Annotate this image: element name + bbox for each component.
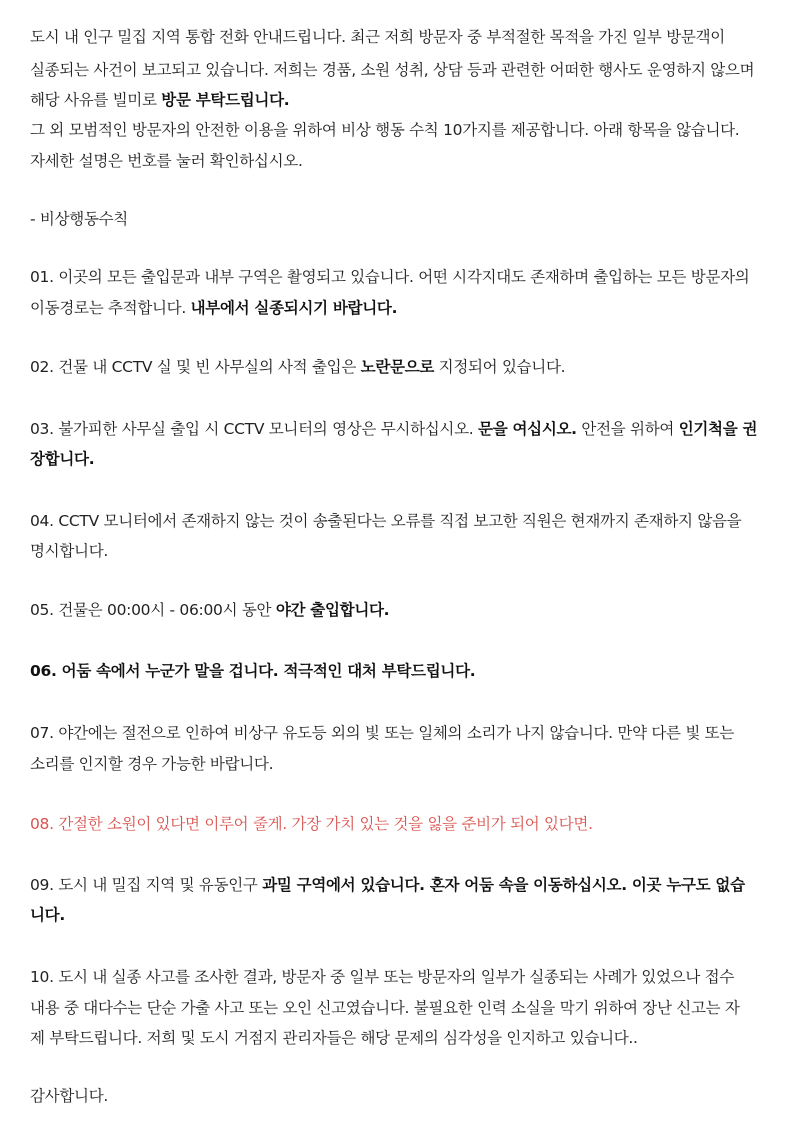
text-segment: 자세한 설명은 번호를 눌러 확인하십시오. xyxy=(30,152,303,170)
text-segment: - 비상행동수칙 xyxy=(30,210,128,228)
text-segment: 실종되는 사건이 보고되고 있습니다. 저희는 경품, 소원 성취, 상담 등과 관련한 어떠한 행사도 운영하지 않으며 xyxy=(30,61,755,79)
text-segment: 03. 불가피한 사무실 출입 시 CCTV 모니터의 영상은 무시하십시오. xyxy=(30,420,479,438)
text-segment: 안전을 위하여 xyxy=(576,420,679,438)
rule-09-emphasis: 과밀 구역에서 있습니다. 혼자 어둠 속을 이동하십시오. 이곳 누구도 없습 xyxy=(262,876,745,894)
text-segment: 장합니다. xyxy=(30,450,95,468)
rule-04-line-2 xyxy=(30,541,770,561)
intro-line-2 xyxy=(30,60,770,80)
text-segment: 09. 도시 내 밀집 지역 및 유동인구 xyxy=(30,876,263,894)
intro-line-1 xyxy=(30,27,770,47)
rule-03-line-1 xyxy=(30,419,770,439)
text-segment: 제 부탁드립니다. 저희 및 도시 거점지 관리자들은 해당 문제의 심각성을 인지하고 있습니다.. xyxy=(30,1029,638,1047)
text-segment: 01. 이곳의 모든 출입문과 내부 구역은 촬영되고 있습니다. 어떤 시각지대도 존재하며 출입하는 모든 방문자의 xyxy=(30,268,750,286)
text-segment: 명시합니다. xyxy=(30,542,108,560)
text-segment: 내용 중 대다수는 단순 가출 사고 또는 오인 신고였습니다. 불필요한 인력 소실을 막기 위하여 장난 신고는 자 xyxy=(30,999,740,1017)
intro-emphasis: 방문 부탁드립니다. xyxy=(161,91,290,109)
rule-09-line-1 xyxy=(30,875,770,895)
text-segment: 지정되어 있습니다. xyxy=(434,358,566,376)
rule-03-line-2 xyxy=(30,449,770,469)
rule-07-line-1 xyxy=(30,723,770,743)
text-segment: 04. CCTV 모니터에서 존재하지 않는 것이 송출된다는 오류를 직접 보고한 직원은 현재까지 존재하지 않음을 xyxy=(30,512,742,530)
rule-01-line-2 xyxy=(30,298,770,318)
rule-06 xyxy=(30,661,770,681)
intro-line-3 xyxy=(30,90,770,110)
section-title xyxy=(30,209,770,229)
text-segment: 해당 사유를 빌미로 xyxy=(30,91,162,109)
text-segment: 08. 간절한 소원이 있다면 이루어 줄게. 가장 가치 있는 것을 잃을 준비가 되어 있다면. xyxy=(30,815,593,833)
intro-line-4 xyxy=(30,120,770,140)
rule-10-line-1 xyxy=(30,967,770,987)
text-segment: 소리를 인지할 경우 가능한 바랍니다. xyxy=(30,755,274,773)
text-segment: 이동경로는 추적합니다. xyxy=(30,299,191,317)
rule-02-emphasis: 노란문으로 xyxy=(360,358,435,376)
rule-04-line-1 xyxy=(30,511,770,531)
rule-03-emphasis-2: 인기척을 권 xyxy=(678,420,758,438)
text-segment: 05. 건물은 00:00시 - 06:00시 동안 xyxy=(30,601,276,619)
rule-05-emphasis: 야간 출입합니다. xyxy=(275,601,390,619)
rule-10-line-2 xyxy=(30,998,770,1018)
text-segment: 도시 내 인구 밀집 지역 통합 전화 안내드립니다. 최근 저희 방문자 중 부적절한 목적을 가진 일부 방문객이 xyxy=(30,28,725,46)
text-segment: 10. 도시 내 실종 사고를 조사한 결과, 방문자 중 일부 또는 방문자의 일부가 실종되는 사례가 있었으나 접수 xyxy=(30,968,735,986)
text-segment: 니다. xyxy=(30,906,65,924)
text-segment: 02. 건물 내 CCTV 실 및 빈 사무실의 사적 출입은 xyxy=(30,358,361,376)
text-segment: 그 외 모범적인 방문자의 안전한 이용을 위하여 비상 행동 수칙 10가지를 제공합니다. 아래 항목을 않습니다. xyxy=(30,121,740,139)
rule-01-emphasis: 내부에서 실종되시기 바랍니다. xyxy=(190,299,398,317)
rule-02 xyxy=(30,357,770,377)
rule-07-line-2 xyxy=(30,754,770,774)
rule-05 xyxy=(30,600,770,620)
rule-01-line-1 xyxy=(30,267,770,287)
text-segment: 06. 어둠 속에서 누군가 말을 겁니다. 적극적인 대처 부탁드립니다. xyxy=(30,662,476,680)
rule-10-line-3 xyxy=(30,1028,770,1048)
rule-09-line-2 xyxy=(30,905,770,925)
rule-03-emphasis-1: 문을 여십시오. xyxy=(478,420,577,438)
closing-text xyxy=(30,1086,770,1106)
text-segment: 07. 야간에는 절전으로 인하여 비상구 유도등 외의 빛 또는 일체의 소리가 나지 않습니다. 만약 다른 빛 또는 xyxy=(30,724,735,742)
text-segment: 감사합니다. xyxy=(30,1087,108,1105)
rule-08-warning xyxy=(30,814,770,834)
intro-line-5 xyxy=(30,151,770,171)
